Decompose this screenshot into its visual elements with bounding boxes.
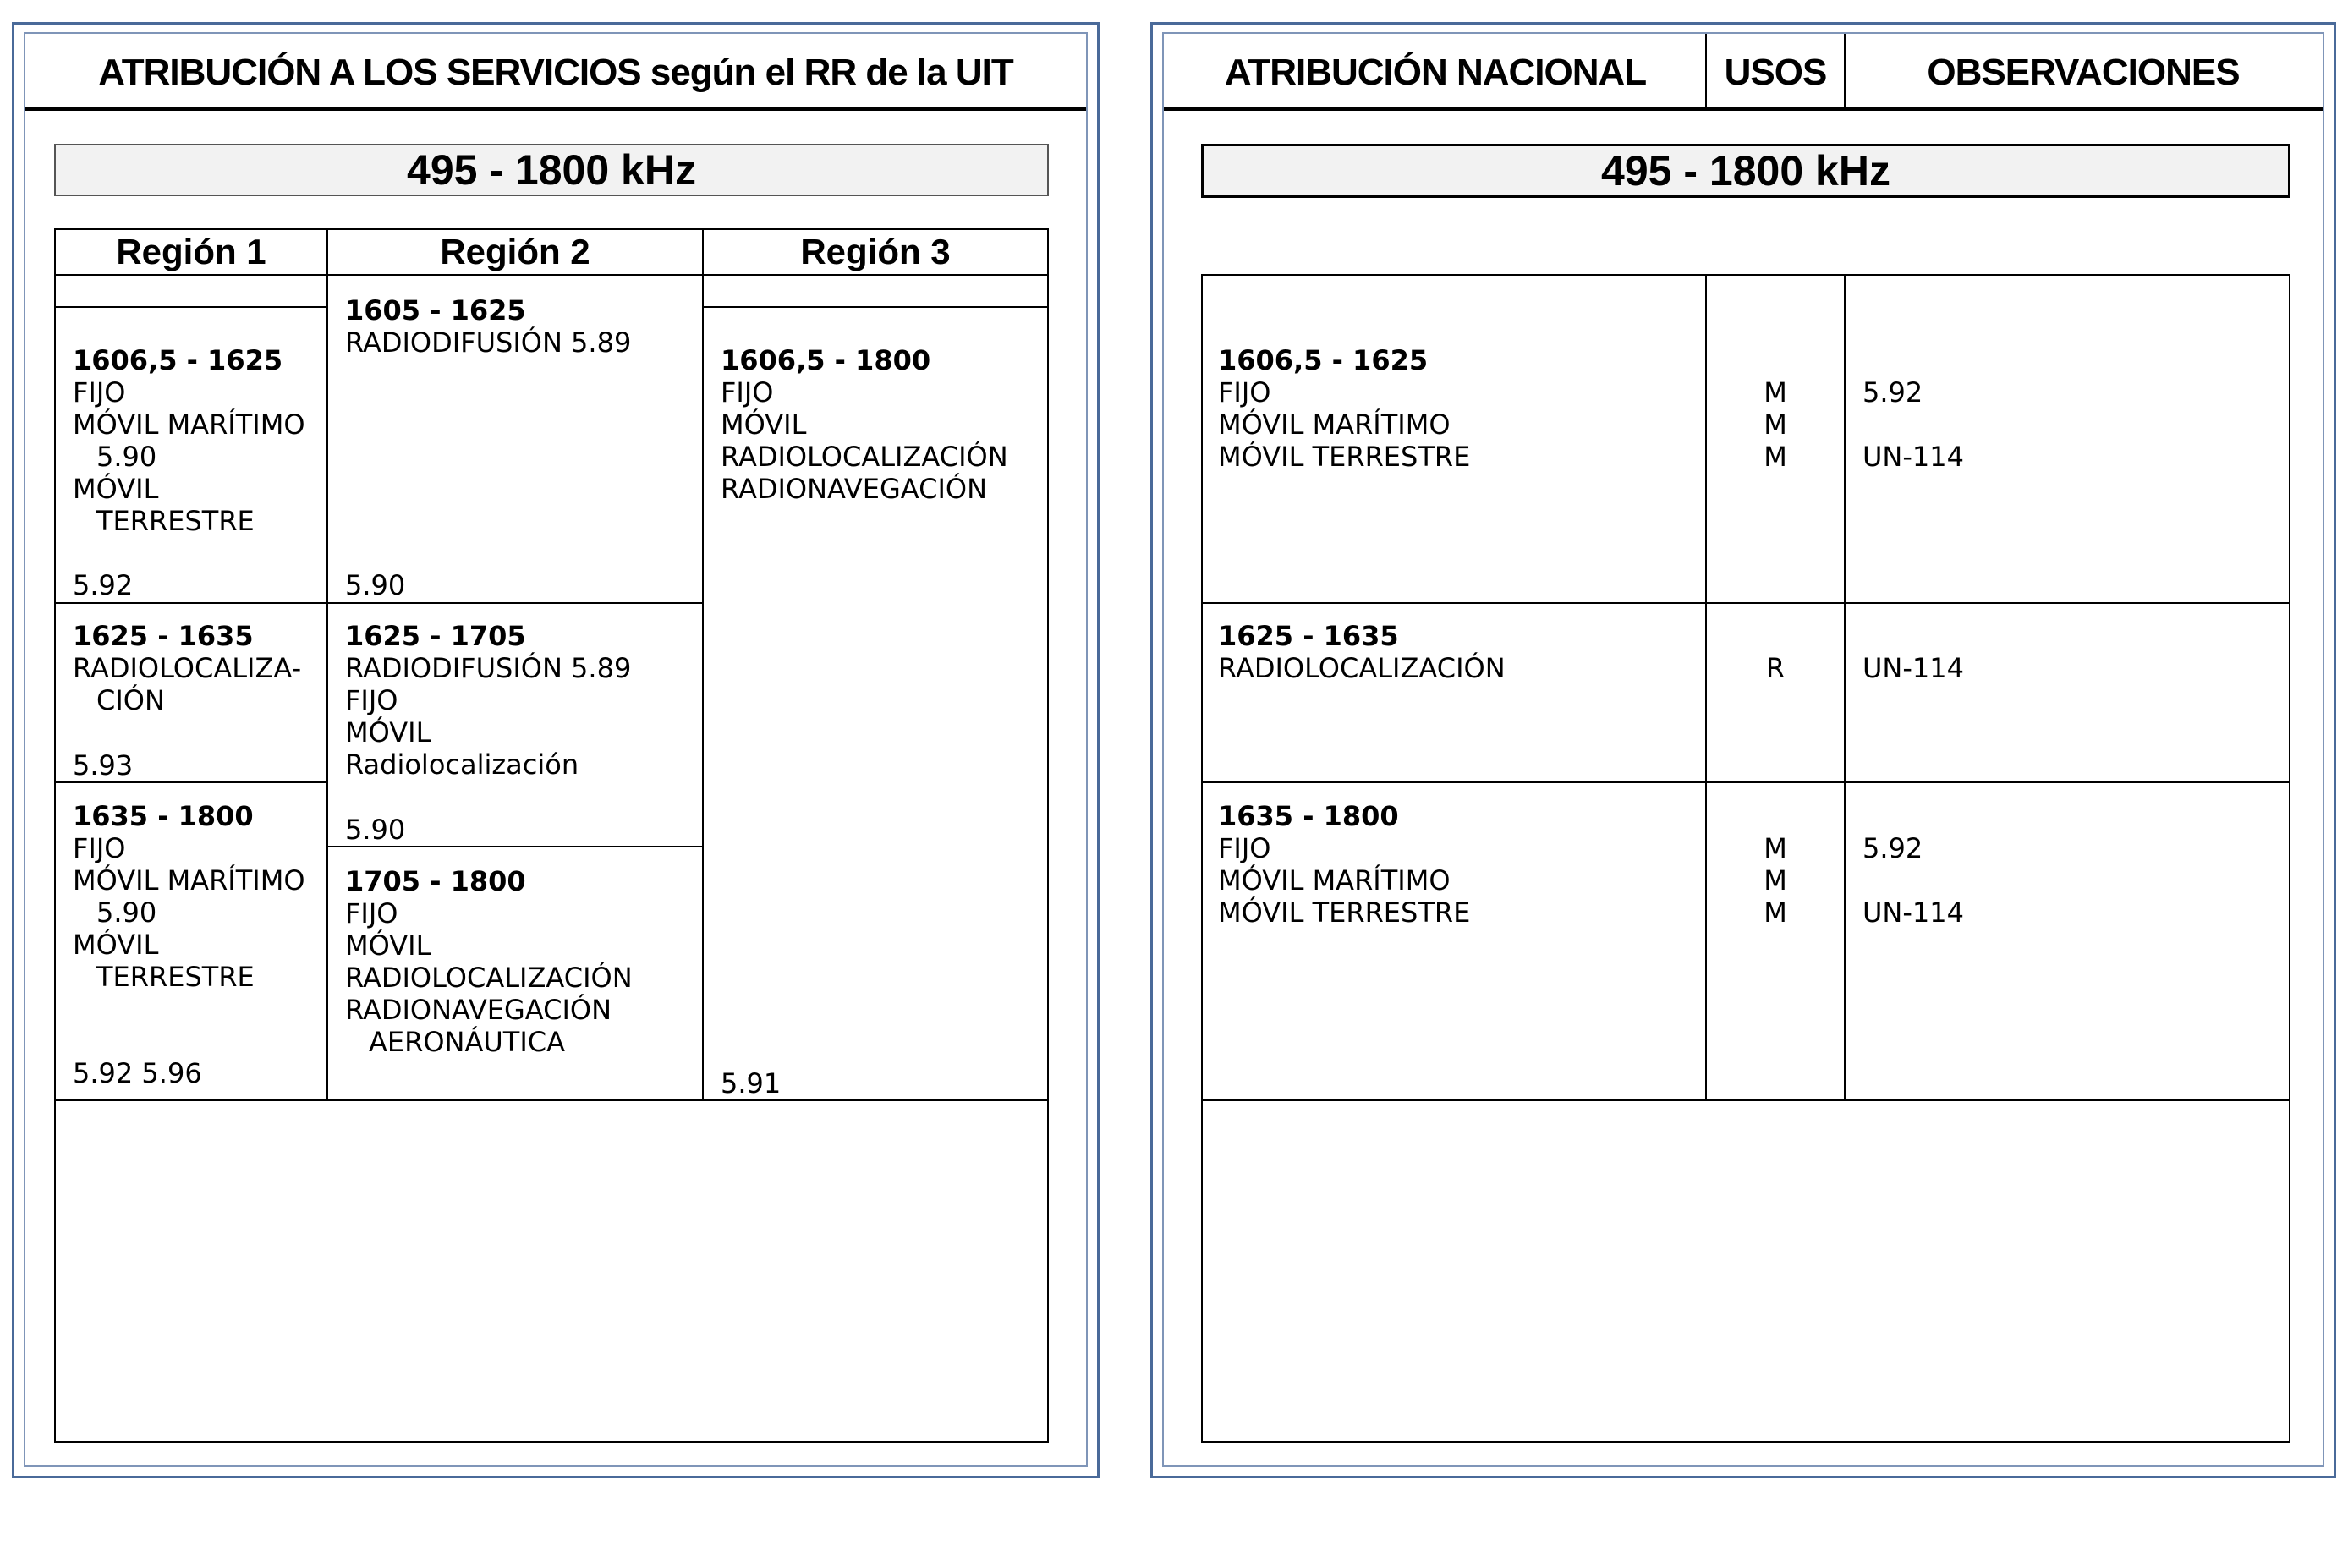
region3-block-1606 [721, 344, 1008, 505]
region2-footnote-1605: 5.90 [345, 569, 406, 601]
obs-value: UN-114 [1862, 896, 1964, 929]
range-label: 1625 - 1635 [73, 620, 254, 652]
service-line: MÓVIL TERRESTRE [1218, 896, 1471, 929]
service-line: AERONÁUTICA [369, 1026, 565, 1058]
uso-value: M [1764, 376, 1787, 408]
obs-value: 5.92 [1862, 376, 1923, 408]
region2-rule-1705 [326, 846, 704, 847]
service-line: MÓVIL TERRESTRE [1218, 441, 1471, 473]
region-1-header: Región 1 [116, 232, 266, 271]
obs-value: UN-114 [1862, 441, 1964, 473]
usos-row-1625 [1707, 652, 1844, 684]
region1-footnote-1625: 5.93 [73, 749, 134, 781]
obs-value: 5.92 [1862, 832, 1923, 864]
service-line: RADIOLOCALIZACIÓN [721, 441, 1008, 473]
range-label: 1605 - 1625 [345, 294, 526, 326]
uso-value: M [1764, 441, 1787, 473]
uso-value: M [1764, 896, 1787, 929]
service-line: RADIODIFUSIÓN 5.89 [345, 652, 632, 684]
range-label: 1606,5 - 1625 [1218, 344, 1429, 376]
region1-footnote-1635: 5.92 5.96 [73, 1057, 202, 1089]
region-header-rule [54, 274, 1049, 276]
service-line: FIJO [1218, 832, 1271, 864]
range-label: 1606,5 - 1800 [721, 344, 931, 376]
region2-block-1625 [345, 620, 631, 781]
region-divider-2-3 [702, 228, 704, 1101]
service-line: MÓVIL [73, 473, 159, 505]
service-line: TERRESTRE [96, 505, 255, 537]
nacional-divider-2 [1844, 274, 1846, 1101]
region2-block-1705 [345, 865, 633, 1058]
right-band-title: 495 - 1800 kHz [1201, 144, 2290, 198]
service-line: MÓVIL MARÍTIMO [73, 408, 305, 441]
region-2-header: Región 2 [440, 232, 590, 271]
service-line: MÓVIL [345, 929, 431, 962]
service-line: FIJO [73, 376, 126, 408]
service-line: RADIONAVEGACIÓN [345, 994, 612, 1026]
service-line: FIJO [345, 897, 398, 929]
service-line: FIJO [1218, 376, 1271, 408]
row-rule-1625 [54, 602, 704, 604]
service-line: TERRESTRE [96, 961, 255, 993]
region1-block-1625 [73, 620, 301, 716]
footnote-ref: 5.90 [96, 441, 157, 473]
region1-footnote-1606: 5.92 [73, 569, 134, 601]
usos-row-1606 [1707, 376, 1844, 473]
obs-value: UN-114 [1862, 652, 1964, 684]
left-panel-header: ATRIBUCIÓN A LOS SERVICIOS según el RR de la UIT [98, 52, 1013, 93]
service-line: MÓVIL [73, 929, 159, 961]
range-label: 1606,5 - 1625 [73, 344, 283, 376]
uso-value: R [1765, 652, 1786, 684]
obs-row-1635 [1862, 832, 1964, 929]
observaciones-column-header: OBSERVACIONES [1927, 52, 2240, 93]
region2-footnote-1625: 5.90 [345, 814, 406, 846]
footnote-ref: 5.90 [96, 896, 157, 929]
service-line: RADIODIFUSIÓN 5.89 [345, 326, 632, 359]
region3-top-rule [702, 306, 1049, 308]
nacional-row-1625 [1218, 620, 1506, 684]
obs-row-1625 [1862, 652, 1964, 684]
left-band-title: 495 - 1800 kHz [54, 144, 1049, 196]
usos-row-1635 [1707, 832, 1844, 929]
uso-value: M [1764, 864, 1787, 896]
region2-block-1605 [345, 294, 631, 359]
nacional-row-1606 [1218, 344, 1470, 473]
service-line: FIJO [721, 376, 774, 408]
service-line: MÓVIL [721, 408, 807, 441]
header-divider-2 [1844, 34, 1846, 108]
obs-spacer [1862, 864, 1964, 896]
region1-top-rule [54, 306, 328, 308]
region-divider-1-2 [326, 228, 328, 1101]
service-line: RADIOLOCALIZACIÓN [345, 962, 633, 994]
nacional-row-1635 [1218, 800, 1470, 929]
region1-block-1635 [73, 800, 305, 993]
service-line: MÓVIL MARÍTIMO [1218, 864, 1451, 896]
service-line: FIJO [345, 684, 398, 716]
range-label: 1625 - 1635 [1218, 620, 1399, 652]
region1-block-1606 [73, 344, 305, 537]
service-line: RADIONAVEGACIÓN [721, 473, 988, 505]
nacional-column-header: ATRIBUCIÓN NACIONAL [1224, 52, 1647, 93]
range-label: 1635 - 1800 [1218, 800, 1399, 832]
range-label: 1635 - 1800 [73, 800, 254, 832]
service-line: CIÓN [96, 684, 165, 716]
region1-rule-1635 [54, 781, 328, 783]
region3-footnote: 5.91 [721, 1067, 782, 1099]
region-table-bottom-rule [54, 1099, 1049, 1101]
service-line: RADIOLOCALIZACIÓN [1218, 652, 1506, 684]
obs-spacer [1862, 408, 1964, 441]
service-line: RADIOLOCALIZA- [73, 652, 302, 684]
region-3-header: Región 3 [800, 232, 951, 271]
header-divider-1 [1705, 34, 1707, 108]
service-line: MÓVIL MARÍTIMO [73, 864, 305, 896]
nacional-rule-1635 [1201, 781, 2290, 783]
service-line: FIJO [73, 832, 126, 864]
right-header-rule [1164, 107, 2323, 111]
service-line: MÓVIL [345, 716, 431, 748]
obs-row-1606 [1862, 376, 1964, 473]
uso-value: M [1764, 832, 1787, 864]
range-label: 1625 - 1705 [345, 620, 526, 652]
service-line: MÓVIL MARÍTIMO [1218, 408, 1451, 441]
nacional-bottom-rule [1201, 1099, 2290, 1101]
service-line: Radiolocalización [345, 748, 579, 781]
left-header-rule [25, 107, 1086, 111]
range-label: 1705 - 1800 [345, 865, 526, 897]
uso-value: M [1764, 408, 1787, 441]
nacional-rule-1625 [1201, 602, 2290, 604]
usos-column-header: USOS [1724, 52, 1827, 93]
